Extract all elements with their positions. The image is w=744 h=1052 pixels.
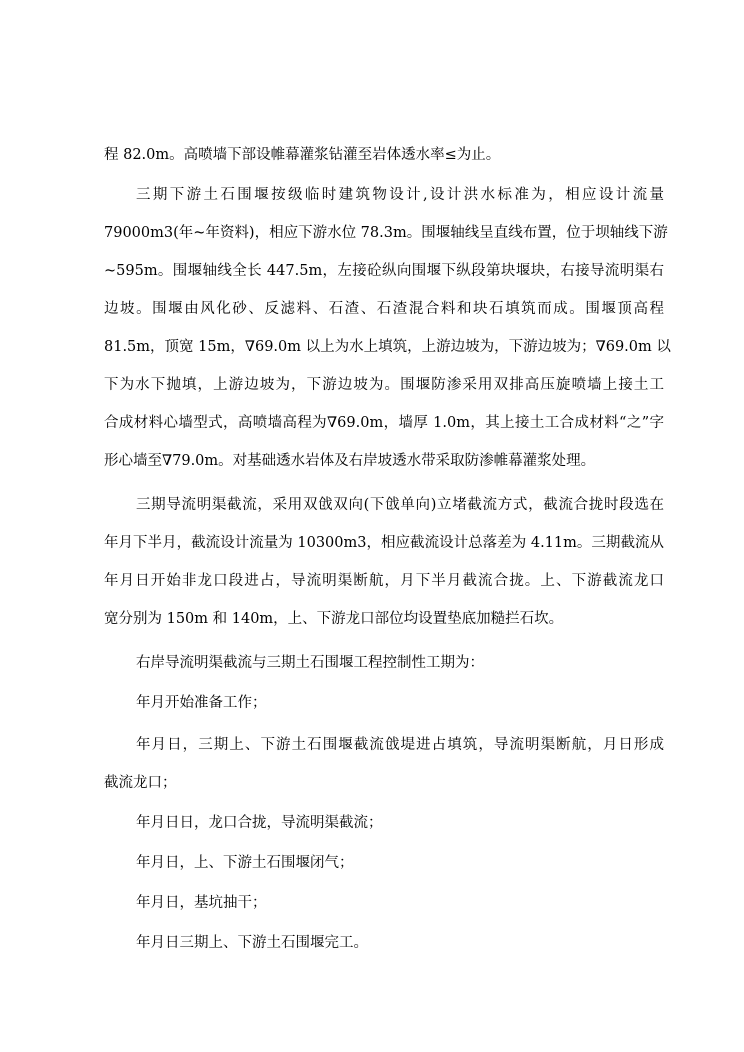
text-line-10: 三期导流明渠截流，采用双戗双向(下戗单向)立堵截流方式，截流合拢时段选在 <box>136 497 664 513</box>
text-line-13: 宽分别为 150m 和 140m，上、下游龙口部位均设置垫底加糙拦石坎。 <box>104 611 564 627</box>
text-line-21: 年月日三期上、下游土石围堰完工。 <box>136 935 368 951</box>
text-line-16: 年月日，三期上、下游土石围堰截流戗堤进占填筑，导流明渠断航，月日形成 <box>136 737 664 753</box>
text-line-17: 截流龙口； <box>104 775 177 791</box>
text-line-15: 年月开始准备工作； <box>136 695 267 711</box>
text-line-12: 年月日开始非龙口段进占，导流明渠断航，月下半月截流合拢。上、下游截流龙口 <box>104 573 664 589</box>
text-line-2: 三期下游土石围堰按级临时建筑物设计,设计洪水标准为，相应设计流量 <box>136 187 664 203</box>
text-line-18: 年月日日，龙口合拢，导流明渠截流； <box>136 815 383 831</box>
text-line-6: 81.5m，顶宽 15m，∇69.0m 以上为水上填筑，上游边坡为，下游边坡为；∇69.0m 以 <box>104 339 671 355</box>
text-line-11: 年月下半月，截流设计流量为 10300m3，相应截流设计总落差为 4.11m。三期截流从 <box>104 535 664 551</box>
text-line-5: 边坡。围堰由风化砂、反滤料、石渣、石渣混合料和块石填筑而成。围堰顶高程 <box>104 301 664 317</box>
text-line-14: 右岸导流明渠截流与三期土石围堰工程控制性工期为： <box>136 655 484 671</box>
text-line-20: 年月日，基坑抽干； <box>136 895 267 911</box>
text-line-19: 年月日，上、下游土石围堰闭气； <box>136 855 354 871</box>
text-line-8: 合成材料心墙型式，高喷墙高程为∇69.0m，墙厚 1.0m，其上接土工合成材料“之”字 <box>104 415 664 431</box>
text-line-4: ~595m。围堰轴线全长 447.5m，左接砼纵向围堰下纵段第块堰块，右接导流明渠右 <box>104 263 664 279</box>
text-line-7: 下为水下抛填，上游边坡为，下游边坡为。围堰防渗采用双排高压旋喷墙上接土工 <box>104 377 664 393</box>
text-line-3: 79000m3(年~年资料)，相应下游水位 78.3m。围堰轴线呈直线布置，位于坝轴线下游 <box>104 225 668 241</box>
text-line-9: 形心墙至∇79.0m。对基础透水岩体及右岸坡透水带采取防渗帷幕灌浆处理。 <box>104 453 596 469</box>
text-line-1: 程 82.0m。高喷墙下部设帷幕灌浆钻灌至岩体透水率≤为止。 <box>104 147 501 163</box>
